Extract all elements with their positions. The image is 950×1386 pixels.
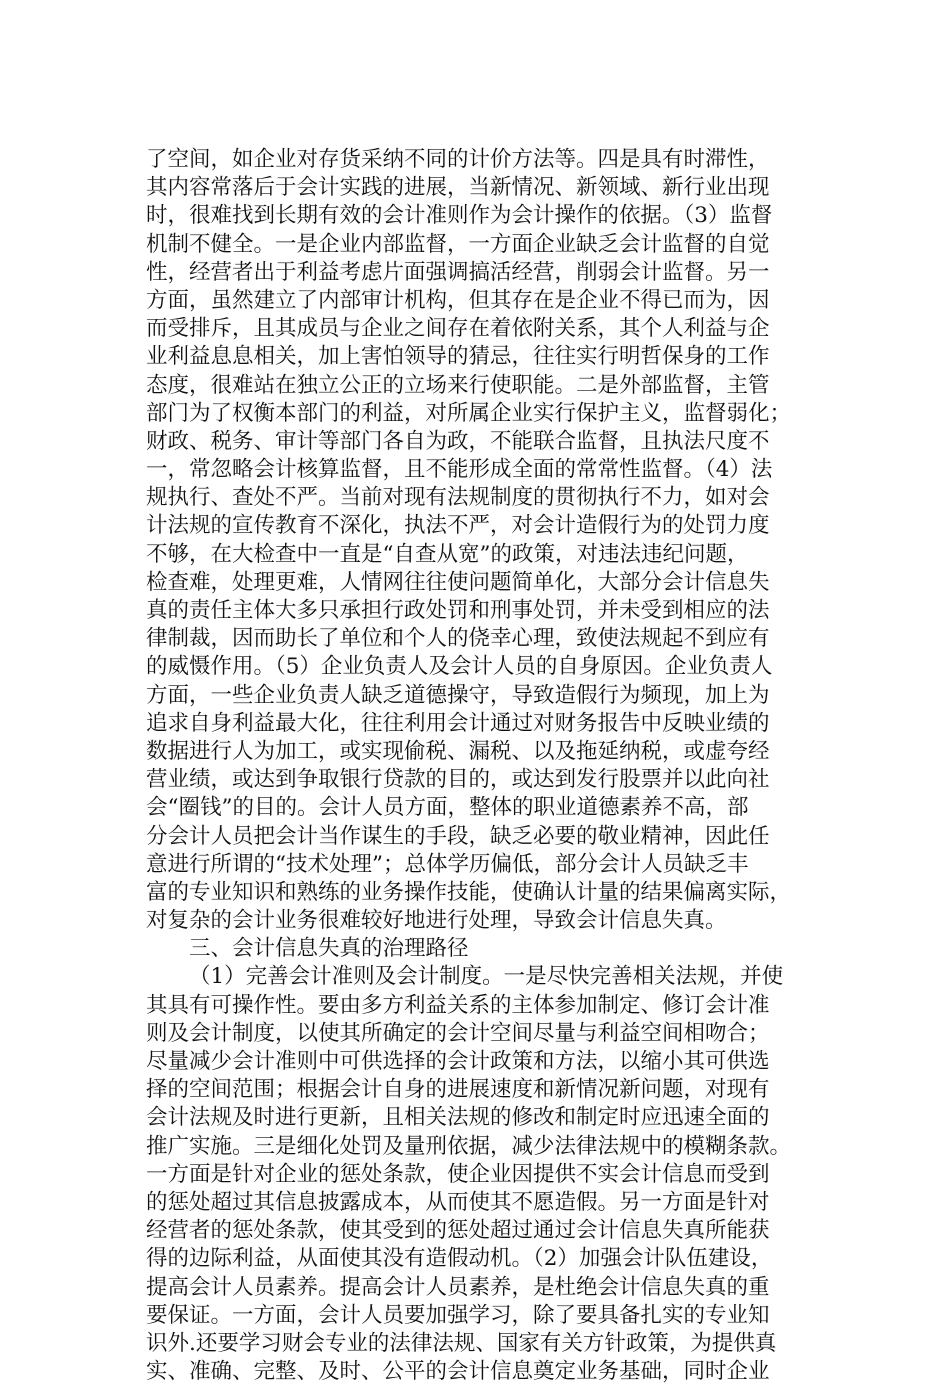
text-line: 不够，在大检查中一直是“自查从宽”的政策，对违法违纪问题，: [146, 541, 749, 567]
text-line: 真的责任主体大多只承担行政处罚和刑事处罚，并未受到相应的法: [146, 598, 770, 623]
text-line: 推广实施。三是细化处罚及量刑依据，减少法律法规中的模糊条款。: [146, 1133, 792, 1159]
text-line: 性，经营者出于利益考虑片面强调搞活经营，削弱会计监督。另一: [146, 259, 770, 285]
text-line: 其具有可操作性。要由多方利益关系的主体参加制定、修订会计准: [146, 992, 770, 1018]
text-line: 一，常忽略会计核算监督，且不能形成全面的常常性监督。（4）法: [146, 457, 773, 483]
text-line: 的威慑作用。（5）企业负责人及会计人员的自身原因。企业负责人: [146, 654, 773, 680]
text-line: 追求自身利益最大化，往往利用会计通过对财务报告中反映业绩的: [146, 710, 770, 736]
text-line: 检查难，处理更难，人情网往往使问题简单化，大部分会计信息失: [146, 569, 770, 595]
text-line: 其内容常落后于会计实践的进展，当新情况、新领域、新行业出现: [146, 175, 770, 201]
text-line: 经营者的惩处条款，使其受到的惩处超过通过会计信息失真所能获: [146, 1218, 770, 1244]
text-line: 而受排斥，且其成员与企业之间存在着依附关系，其个人利益与企: [146, 316, 770, 342]
text-line: 会计法规及时进行更新，且相关法规的修改和制定时应迅速全面的: [146, 1105, 770, 1131]
text-line: 了空间，如企业对存货采纳不同的计价方法等。四是具有时滞性，: [146, 147, 770, 172]
text-line: 计法规的宣传教育不深化，执法不严，对会计造假行为的处罚力度: [146, 513, 770, 539]
text-line: 会“圈钱”的目的。会计人员方面，整体的职业道德素养不高，部: [146, 795, 749, 821]
text-line: 方面，一些企业负责人缺乏道德操守，导致造假行为频现，加上为: [146, 682, 770, 708]
text-line: 提高会计人员素养。提高会计人员素养，是杜绝会计信息失真的重: [146, 1274, 770, 1300]
text-line: 营业绩，或达到争取银行贷款的目的，或达到发行股票并以此向社: [146, 767, 770, 793]
text-line: 部门为了权衡本部门的利益，对所属企业实行保护主义，监督弱化；: [146, 400, 792, 426]
text-line: 律制裁，因而助长了单位和个人的侥幸心理，致使法规起不到应有: [146, 626, 770, 652]
text-line: 业利益息息相关，加上害怕领导的猜忌，往往实行明哲保身的工作: [146, 344, 770, 370]
text-line: 则及会计制度，以使其所确定的会计空间尽量与利益空间相吻合；: [146, 1020, 770, 1046]
text-line: 数据进行人为加工，或实现偷税、漏税、以及拖延纳税，或虚夸经: [146, 738, 770, 764]
text-line: 规执行、查处不严。当前对现有法规制度的贯彻执行不力，如对会: [146, 485, 770, 511]
section-heading: 三、会计信息失真的治理路径: [189, 936, 469, 962]
text-line: 择的空间范围；根据会计自身的进展速度和新情况新问题，对现有: [146, 1077, 770, 1103]
text-line: 意进行所谓的“技术处理”；总体学历偏低，部分会计人员缺乏丰: [146, 851, 749, 877]
text-line: 时，很难找到长期有效的会计准则作为会计操作的依据。（3）监督: [146, 203, 773, 229]
text-line: 财政、税务、审计等部门各自为政，不能联合监督，且执法尺度不: [146, 428, 770, 454]
text-line: 富的专业知识和熟练的业务操作技能，使确认计量的结果偏离实际，: [146, 879, 792, 905]
text-line: 态度，很难站在独立公正的立场来行使职能。二是外部监督，主管: [146, 372, 770, 398]
text-line: 机制不健全。一是企业内部监督，一方面企业缺乏会计监督的自觉: [146, 231, 770, 257]
text-line: 对复杂的会计业务很难较好地进行处理，导致会计信息失真。: [146, 908, 727, 934]
text-line: 识外.还要学习财会专业的法律法规、国家有关方针政策，为提供真: [146, 1330, 777, 1356]
text-line: 实、准确、完整、及时、公平的会计信息奠定业务基础，同时企业: [146, 1359, 770, 1385]
text-line: 的惩处超过其信息披露成本，从而使其不愿造假。另一方面是针对: [146, 1189, 770, 1215]
body-text: [146, 146, 806, 1386]
text-line: 分会计人员把会计当作谋生的手段，缺乏必要的敬业精神，因此任: [146, 823, 770, 849]
text-line: 得的边际利益，从面使其没有造假动机。（2）加强会计队伍建设，: [146, 1246, 773, 1272]
text-line: 一方面是针对企业的惩处条款，使企业因提供不实会计信息而受到: [146, 1161, 770, 1187]
text-line: 要保证。一方面，会计人员要加强学习，除了要具备扎实的专业知: [146, 1302, 770, 1328]
text-line: （1）完善会计准则及会计制度。一是尽快完善相关法规，并使: [189, 964, 784, 990]
text-line: 方面，虽然建立了内部审计机构，但其存在是企业不得已而为，因: [146, 287, 770, 313]
text-line: 尽量减少会计准则中可供选择的会计政策和方法，以缩小其可供选: [146, 1049, 770, 1074]
